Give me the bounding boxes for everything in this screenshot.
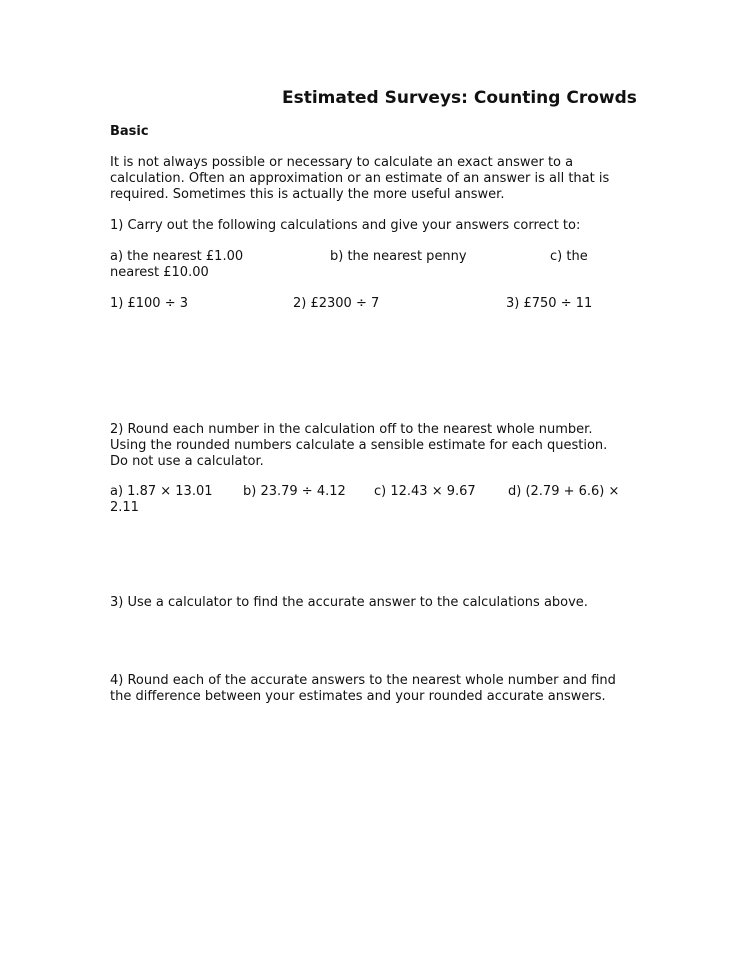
q2-item-d: d) (2.79 + 6.6) × — [508, 484, 620, 499]
intro-line: calculation. Often an approximation or an estimate of an answer is all that is — [110, 171, 610, 186]
question-1-prompt: 1) Carry out the following calculations and give your answers correct to: — [110, 218, 581, 233]
q2-item-d-wrap: 2.11 — [110, 500, 139, 515]
intro-line: It is not always possible or necessary to calculate an exact answer to a — [110, 155, 574, 170]
q1-item-2: 2) £2300 ÷ 7 — [293, 296, 380, 311]
q2-item-b: b) 23.79 ÷ 4.12 — [243, 484, 346, 499]
question-2-line: Using the rounded numbers calculate a sensible estimate for each question. — [110, 438, 608, 453]
q1-option-c-wrap: nearest £10.00 — [110, 265, 209, 280]
question-3: 3) Use a calculator to find the accurate answer to the calculations above. — [110, 595, 588, 610]
intro-line: required. Sometimes this is actually the more useful answer. — [110, 187, 505, 202]
question-2-line: 2) Round each number in the calculation off to the nearest whole number. — [110, 422, 593, 437]
q1-item-3: 3) £750 ÷ 11 — [506, 296, 593, 311]
section-heading: Basic — [110, 124, 149, 139]
q1-option-b: b) the nearest penny — [330, 249, 467, 264]
question-4-line: 4) Round each of the accurate answers to the nearest whole number and find — [110, 673, 616, 688]
q1-option-a: a) the nearest £1.00 — [110, 249, 244, 264]
question-2-line: Do not use a calculator. — [110, 454, 264, 469]
question-4-line: the difference between your estimates and your rounded accurate answers. — [110, 689, 606, 704]
q2-item-c: c) 12.43 × 9.67 — [374, 484, 476, 499]
page-title: Estimated Surveys: Counting Crowds — [282, 88, 637, 108]
q1-item-1: 1) £100 ÷ 3 — [110, 296, 188, 311]
q2-item-a: a) 1.87 × 13.01 — [110, 484, 213, 499]
q1-option-c: c) the — [550, 249, 588, 264]
